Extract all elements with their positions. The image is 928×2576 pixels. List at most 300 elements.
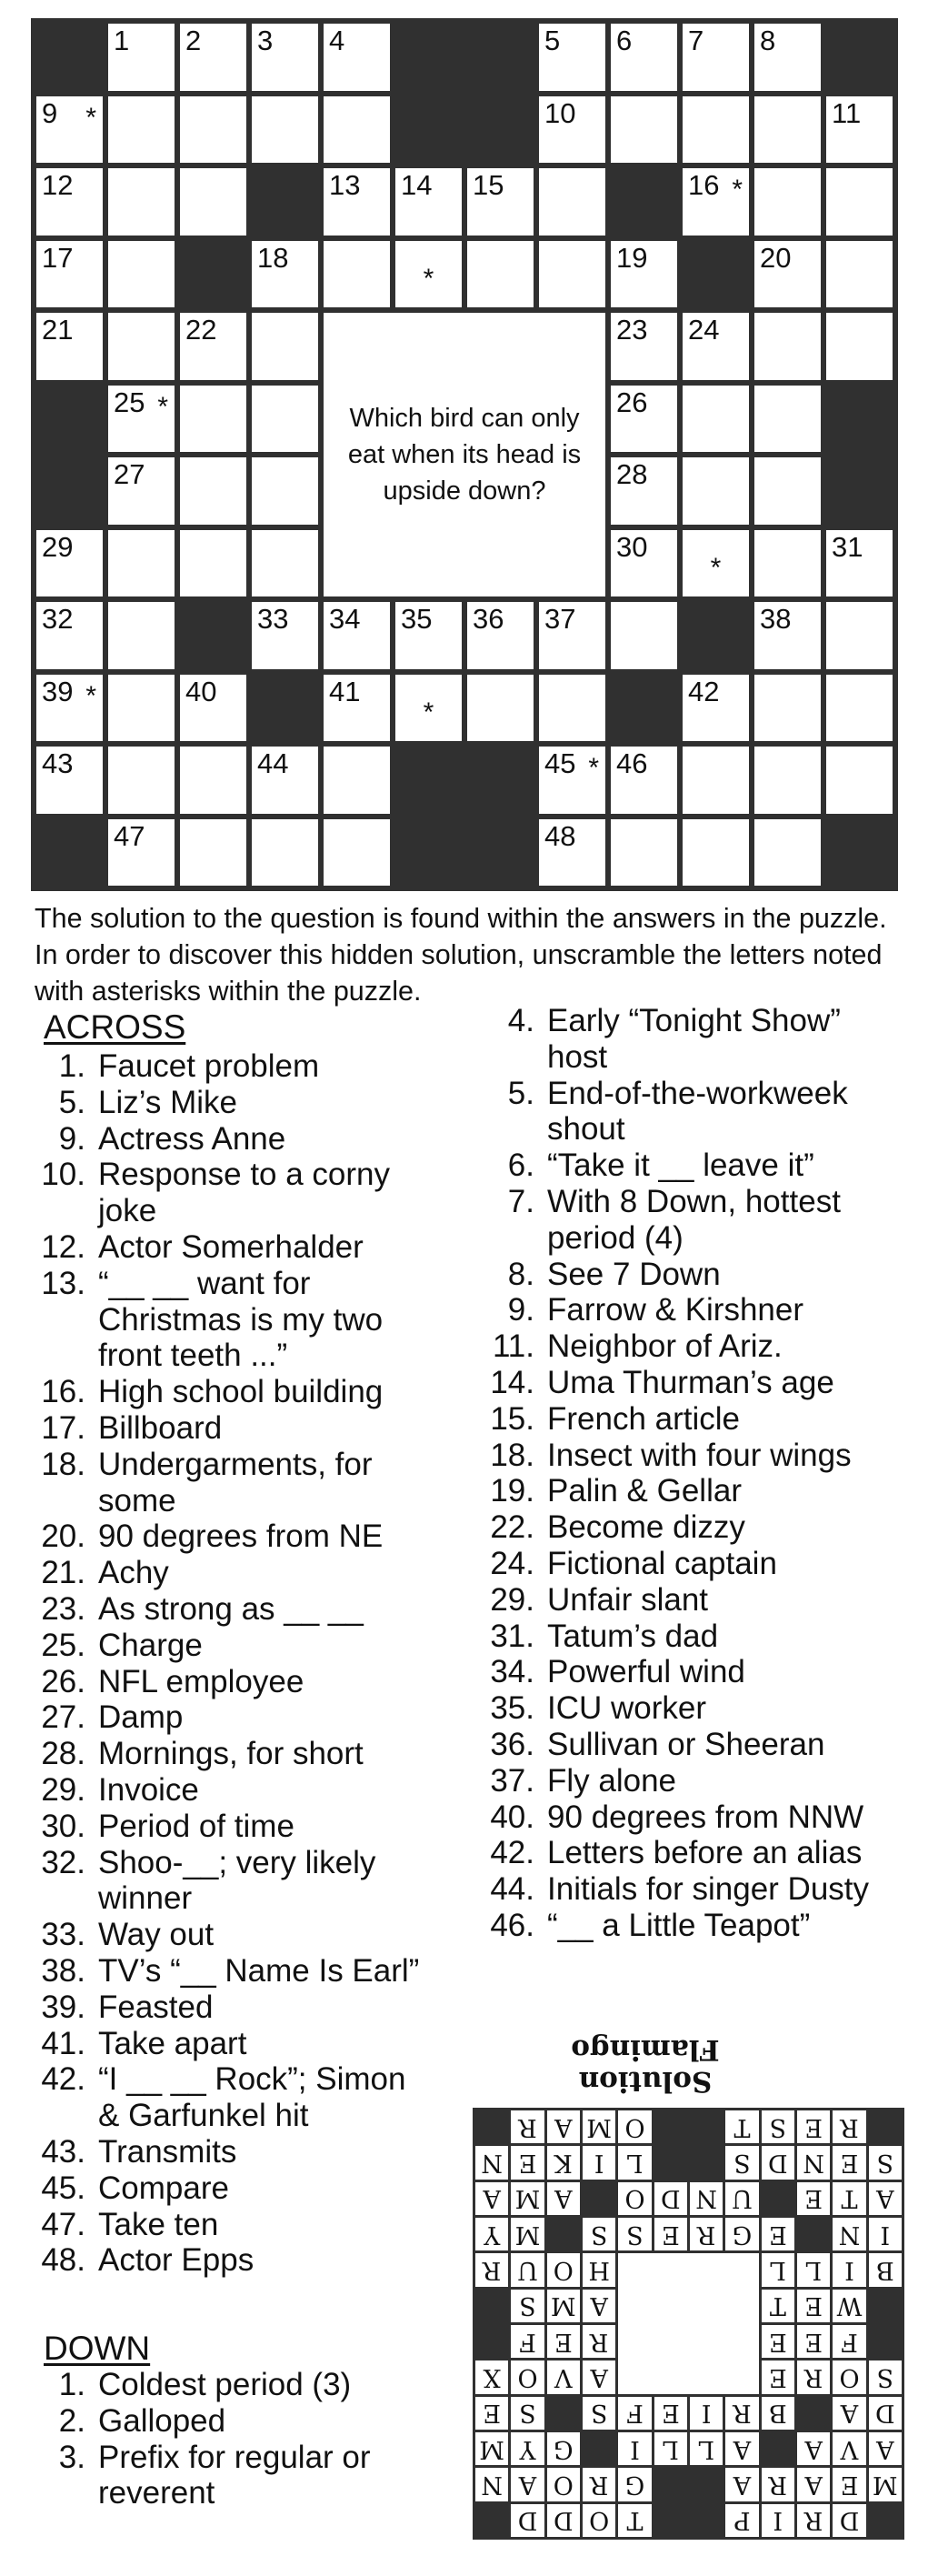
grid-cell[interactable] (683, 457, 749, 525)
grid-cell[interactable] (180, 24, 246, 91)
clue-line (33, 1808, 487, 1845)
clue-number: 45. (41, 2170, 85, 2206)
clue-text: High school building (98, 1374, 384, 1410)
grid-cell[interactable] (683, 24, 749, 91)
grid-cell[interactable] (252, 241, 318, 308)
clue-number: 31 (832, 530, 863, 563)
clue-number: 7 (688, 25, 704, 56)
clue-number: 34 (329, 603, 361, 635)
grid-cell[interactable] (180, 386, 246, 453)
grid-cell[interactable] (826, 168, 893, 236)
clue-text: Period of time (98, 1808, 294, 1844)
solution-letter: N (690, 2182, 723, 2215)
grid-cell[interactable] (108, 386, 175, 453)
clue-number: 26 (616, 386, 648, 418)
solution-letter: S (511, 2290, 544, 2322)
grid-cell[interactable] (683, 675, 749, 742)
clue-number: 32 (42, 603, 74, 635)
grid-cell[interactable] (36, 96, 103, 164)
clue-text: Palin & Gellar (547, 1473, 742, 1509)
clue-text: Way out (98, 1917, 215, 1953)
clue-line (33, 1156, 487, 1193)
grid-cell[interactable] (754, 602, 821, 669)
asterisk-marker: * (423, 264, 434, 295)
clue-number: 28. (41, 1736, 85, 1772)
grid-cell[interactable] (754, 313, 821, 380)
clue-number: 13. (41, 1265, 85, 1301)
grid-cell[interactable] (611, 530, 677, 597)
clue-text: 90 degrees from NNW (547, 1799, 864, 1835)
grid-cell[interactable] (252, 530, 318, 597)
solution-letter: M (511, 2182, 544, 2215)
grid-cell[interactable] (467, 168, 534, 236)
grid-cell[interactable] (36, 747, 103, 814)
grid-cell[interactable] (108, 241, 175, 308)
grid-cell[interactable] (395, 168, 462, 236)
solution-letter: Y (475, 2218, 508, 2250)
solution-letter: S (869, 2146, 902, 2179)
grid-cell[interactable] (754, 457, 821, 525)
clue-text: End-of-the-workweek (547, 1075, 848, 1111)
clue-line (482, 1437, 918, 1474)
clue-line (33, 1952, 487, 1990)
solution-letter: T (762, 2290, 794, 2322)
solution-letter: A (511, 2468, 544, 2501)
solution-letter: E (654, 2218, 687, 2250)
grid-cell[interactable] (36, 168, 103, 236)
grid-cell[interactable] (611, 96, 677, 164)
solution-letter: G (725, 2218, 758, 2250)
clue-text: Actor Somerhalder (98, 1229, 364, 1265)
grid-cell[interactable] (252, 96, 318, 164)
clue-line (33, 2402, 487, 2440)
clue-line (33, 2439, 487, 2476)
clue-line (33, 2170, 487, 2207)
grid-cell[interactable] (252, 819, 318, 887)
clue-text: As strong as __ __ (98, 1591, 364, 1627)
grid-cell[interactable] (826, 96, 893, 164)
grid-cell[interactable] (683, 747, 749, 814)
grid-cell[interactable] (539, 168, 605, 236)
clue-number: 1 (114, 25, 130, 56)
grid-cell[interactable] (611, 24, 677, 91)
solution-letter: S (583, 2218, 615, 2250)
clue-line (33, 1844, 487, 1881)
clue-line (482, 1147, 918, 1184)
clue-number: 25 (114, 386, 145, 418)
clue-text: TV’s “__ Name Is Earl” (98, 1953, 420, 1989)
clue-text: With 8 Down, hottest (547, 1184, 841, 1219)
grid-cell[interactable] (108, 819, 175, 887)
grid-cell[interactable] (252, 602, 318, 669)
grid-cell[interactable] (683, 313, 749, 380)
solution-letter: E (762, 2360, 794, 2393)
clue-text: period (4) (547, 1219, 684, 1256)
clue-number: 46. (490, 1908, 534, 1943)
clue-text: “Take it __ leave it” (547, 1148, 814, 1184)
grid-cell[interactable] (324, 24, 390, 91)
grid-cell[interactable] (252, 747, 318, 814)
clue-text: Galloped (98, 2402, 226, 2439)
clue-line (482, 1834, 918, 1871)
clue-text: reverent (98, 2475, 215, 2511)
grid-cell[interactable] (324, 602, 390, 669)
clue-text: Fly alone (547, 1762, 677, 1799)
solution-letter: R (583, 2468, 615, 2501)
grid-cell[interactable] (467, 675, 534, 742)
solution-letter: S (618, 2218, 651, 2250)
solution-letter: D (869, 2397, 902, 2430)
clue-number: 23. (41, 1591, 85, 1627)
grid-cell[interactable] (324, 96, 390, 164)
grid-cell[interactable] (539, 241, 605, 308)
grid-cell[interactable] (108, 96, 175, 164)
clue-line (482, 1110, 918, 1148)
clue-text: Charge (98, 1627, 203, 1663)
clue-text: Farrow & Kirshner (547, 1292, 804, 1328)
grid-cell[interactable] (539, 602, 605, 669)
clue-line (33, 2241, 487, 2279)
clue-number: 48. (41, 2242, 85, 2279)
clue-line (33, 1916, 487, 1953)
grid-cell[interactable] (754, 386, 821, 453)
clue-number: 18. (41, 1446, 85, 1482)
solution-letter: S (762, 2110, 794, 2143)
clue-line (33, 2060, 487, 2098)
grid-cell[interactable] (826, 675, 893, 742)
grid-cell[interactable] (108, 457, 175, 525)
clue-text: Neighbor of Ariz. (547, 1328, 783, 1365)
grid-cell[interactable] (683, 819, 749, 887)
clue-line (33, 1627, 487, 1664)
clue-line (482, 1545, 918, 1582)
grid-cell[interactable] (611, 386, 677, 453)
clue-number: 27. (41, 1699, 85, 1736)
clue-text: joke (98, 1193, 157, 1229)
solution-letter: R (797, 2504, 830, 2537)
solution-letter: O (511, 2360, 544, 2393)
grid-cell[interactable] (826, 747, 893, 814)
clue-text: Shoo-__; very likely (98, 1844, 376, 1880)
grid-cell[interactable] (611, 747, 677, 814)
clue-line (33, 1120, 487, 1158)
grid-cell[interactable] (611, 602, 677, 669)
solution-letter: A (797, 2468, 830, 2501)
clue-text: Sullivan or Sheeran (547, 1727, 825, 1762)
clue-line (33, 1084, 487, 1121)
clue-text: host (547, 1038, 608, 1075)
clue-number: 29. (490, 1581, 534, 1618)
clue-number: 18 (257, 241, 289, 274)
grid-cell[interactable] (467, 602, 534, 669)
clue-number: 33. (41, 1917, 85, 1953)
clue-number: 1. (58, 1048, 85, 1084)
grid-cell[interactable] (539, 819, 605, 887)
grid-cell[interactable] (108, 24, 175, 91)
solution-letter: E (797, 2182, 830, 2215)
grid-cell[interactable] (754, 530, 821, 597)
clue-number: 6 (616, 25, 633, 56)
solution-letter: A (547, 2110, 580, 2143)
clue-number: 6. (507, 1148, 534, 1184)
grid-cell[interactable] (108, 168, 175, 236)
grid-cell[interactable] (180, 675, 246, 742)
clue-text: 90 degrees from NE (98, 1519, 384, 1555)
grid-cell[interactable] (683, 386, 749, 453)
grid-cell[interactable] (826, 530, 893, 597)
solution-letter: E (475, 2397, 508, 2430)
clue-text: Billboard (98, 1410, 223, 1446)
grid-cell[interactable] (324, 168, 390, 236)
clue-number: 15 (473, 169, 504, 201)
grid-cell[interactable] (754, 819, 821, 887)
clue-line (33, 1590, 487, 1628)
grid-cell[interactable] (36, 530, 103, 597)
solution-letter: E (762, 2325, 794, 2358)
clue-number: 34. (490, 1654, 534, 1690)
clue-number: 42. (41, 2061, 85, 2098)
clue-text: Damp (98, 1699, 184, 1736)
grid-cell[interactable] (467, 241, 534, 308)
grid-cell[interactable] (611, 241, 677, 308)
clue-text: NFL employee (98, 1663, 304, 1699)
solution-letter: A (725, 2432, 758, 2465)
grid-cell[interactable] (826, 313, 893, 380)
clue-text: Fictional captain (547, 1546, 777, 1581)
clue-text: ICU worker (547, 1690, 707, 1727)
solution-letter: L (654, 2432, 687, 2465)
solution-letter: A (869, 2182, 902, 2215)
clue-text: Prefix for regular or (98, 2439, 371, 2475)
clue-text: “__ a Little Teapot” (547, 1908, 811, 1943)
clue-number: 37 (544, 603, 576, 635)
clue-line (33, 1735, 487, 1772)
grid-cell[interactable] (180, 819, 246, 887)
solution-letter: S (511, 2397, 544, 2430)
solution-letter: A (475, 2182, 508, 2215)
grid-cell[interactable] (324, 747, 390, 814)
grid-cell[interactable] (754, 675, 821, 742)
grid-cell[interactable] (324, 675, 390, 742)
clue-number: 38. (41, 1953, 85, 1989)
clue-number: 10. (41, 1157, 85, 1193)
clue-line (482, 1472, 918, 1509)
clue-number: 9 (42, 96, 58, 129)
clue-number: 35 (401, 603, 433, 635)
solution-letter: O (618, 2110, 651, 2143)
solution-letter: N (475, 2146, 508, 2179)
grid-cell[interactable] (683, 530, 749, 597)
grid-cell[interactable] (754, 241, 821, 308)
clue-number: 5. (507, 1075, 534, 1111)
grid-cell[interactable] (324, 819, 390, 887)
grid-cell[interactable] (395, 602, 462, 669)
solution-letter: T (833, 2182, 865, 2215)
clue-line (33, 1301, 487, 1338)
clue-number: 5. (58, 1084, 85, 1120)
solution-letter: M (475, 2432, 508, 2465)
clue-number: 29 (42, 530, 74, 563)
solution-letter: A (547, 2182, 580, 2215)
clue-number: 14 (401, 169, 433, 201)
grid-cell[interactable] (754, 747, 821, 814)
clue-number: 41 (329, 675, 361, 707)
solution-letter: E (511, 2146, 544, 2179)
grid-cell[interactable] (754, 96, 821, 164)
grid-cell[interactable] (754, 24, 821, 91)
clue-number: 43. (41, 2134, 85, 2170)
solution-title-line-1: Solution (578, 2065, 713, 2098)
clue-text: some (98, 1482, 176, 1519)
grid-cell[interactable] (611, 819, 677, 887)
grid-cell[interactable] (36, 241, 103, 308)
solution-letter: E (654, 2397, 687, 2430)
grid-cell[interactable] (36, 602, 103, 669)
solution-letter: B (869, 2253, 902, 2286)
grid-cell[interactable] (180, 313, 246, 380)
grid-cell[interactable] (108, 675, 175, 742)
grid-cell[interactable] (180, 457, 246, 525)
clue-line (33, 1265, 487, 1302)
clue-number: 18. (490, 1437, 534, 1473)
solution-letter: M (511, 2218, 544, 2250)
grid-cell[interactable] (252, 313, 318, 380)
solution-letter: A (725, 2468, 758, 2501)
grid-cell[interactable] (108, 747, 175, 814)
grid-cell[interactable] (180, 747, 246, 814)
grid-cell[interactable] (683, 168, 749, 236)
clue-number: 11 (832, 96, 862, 129)
grid-cell[interactable] (36, 313, 103, 380)
clue-text: Compare (98, 2170, 229, 2206)
solution-letter: L (797, 2253, 830, 2286)
clue-line (33, 1771, 487, 1809)
clue-number: 8. (507, 1256, 534, 1292)
clue-text: Initials for singer Dusty (547, 1871, 870, 1908)
solution-letter: A (833, 2397, 865, 2430)
solution-letter: R (725, 2397, 758, 2430)
grid-cell[interactable] (108, 602, 175, 669)
solution-letter: I (618, 2432, 651, 2465)
solution-letter: O (547, 2468, 580, 2501)
solution-letter: A (869, 2432, 902, 2465)
grid-cell[interactable] (539, 96, 605, 164)
solution-letter: A (797, 2432, 830, 2465)
clue-text: Become dizzy (547, 1509, 745, 1546)
grid-cell[interactable] (826, 241, 893, 308)
grid-cell[interactable] (252, 457, 318, 525)
clue-number: 41. (41, 2025, 85, 2061)
across-heading: ACROSS (44, 1008, 186, 1046)
clue-line (33, 1879, 487, 1917)
clue-number: 48 (544, 819, 576, 852)
clue-text: front teeth ...” (98, 1338, 288, 1374)
grid-cell[interactable] (611, 313, 677, 380)
grid-cell[interactable] (395, 241, 462, 308)
clue-number: 11. (492, 1328, 534, 1365)
clue-number: 40. (490, 1799, 534, 1835)
clue-line (482, 1075, 918, 1112)
grid-cell[interactable] (683, 96, 749, 164)
solution-letter: E (797, 2290, 830, 2322)
solution-letter: U (725, 2182, 758, 2215)
solution-letter: M (547, 2290, 580, 2322)
clue-number: 5 (544, 25, 561, 56)
solution-letter: E (797, 2110, 830, 2143)
asterisk-marker: * (423, 697, 434, 728)
clue-number: 12. (41, 1229, 85, 1265)
clue-line (482, 1799, 918, 1836)
clue-line (33, 1482, 487, 1519)
solution-letter: O (583, 2504, 615, 2537)
clue-number: 33 (257, 603, 289, 635)
clue-text: shout (547, 1111, 625, 1148)
solution-letter: F (618, 2397, 651, 2430)
solution-letter: R (833, 2110, 865, 2143)
grid-cell[interactable] (754, 168, 821, 236)
grid-cell[interactable] (826, 602, 893, 669)
grid-cell[interactable] (252, 24, 318, 91)
grid-cell[interactable] (539, 747, 605, 814)
clue-number: 30 (616, 530, 648, 563)
clue-line (482, 1726, 918, 1763)
clue-line (482, 1364, 918, 1401)
solution-title (564, 2030, 727, 2097)
asterisk-marker: * (588, 753, 599, 783)
clue-number: 39. (41, 1989, 85, 2025)
clue-number: 21. (41, 1555, 85, 1591)
clue-number: 16. (41, 1374, 85, 1410)
grid-cell[interactable] (252, 386, 318, 453)
clue-number: 44 (257, 747, 289, 779)
grid-cell[interactable] (539, 24, 605, 91)
grid-cell[interactable] (180, 168, 246, 236)
solution-letter: I (762, 2504, 794, 2537)
solution-letter: M (583, 2110, 615, 2143)
grid-cell[interactable] (36, 675, 103, 742)
clue-number: 22. (490, 1509, 534, 1546)
clue-line (482, 1509, 918, 1546)
clue-text: winner (98, 1880, 193, 1917)
clue-text: Mornings, for short (98, 1736, 364, 1772)
clue-number: 36 (473, 603, 504, 635)
clue-number: 17 (42, 241, 74, 274)
clue-line (33, 2133, 487, 2170)
grid-cell[interactable] (539, 675, 605, 742)
clue-number: 39 (42, 675, 74, 707)
solution-letter: E (797, 2325, 830, 2358)
clue-line (33, 1047, 487, 1085)
grid-cell[interactable] (180, 530, 246, 597)
solution-letter: B (762, 2397, 794, 2430)
grid-cell[interactable] (180, 96, 246, 164)
solution-letter: V (833, 2432, 865, 2465)
grid-cell[interactable] (611, 457, 677, 525)
clue-number: 9. (507, 1292, 534, 1328)
asterisk-marker: * (710, 553, 722, 584)
grid-cell[interactable] (324, 241, 390, 308)
clue-line (482, 1002, 918, 1039)
clue-number: 43 (42, 747, 74, 779)
grid-cell[interactable] (108, 313, 175, 380)
solution-letter: W (833, 2290, 865, 2322)
grid-cell[interactable] (395, 675, 462, 742)
grid-cell[interactable] (108, 530, 175, 597)
clue-text: Actress Anne (98, 1120, 286, 1157)
down-heading: DOWN (44, 2330, 151, 2367)
clue-line (33, 1989, 487, 2026)
clue-text: Faucet problem (98, 1048, 320, 1084)
